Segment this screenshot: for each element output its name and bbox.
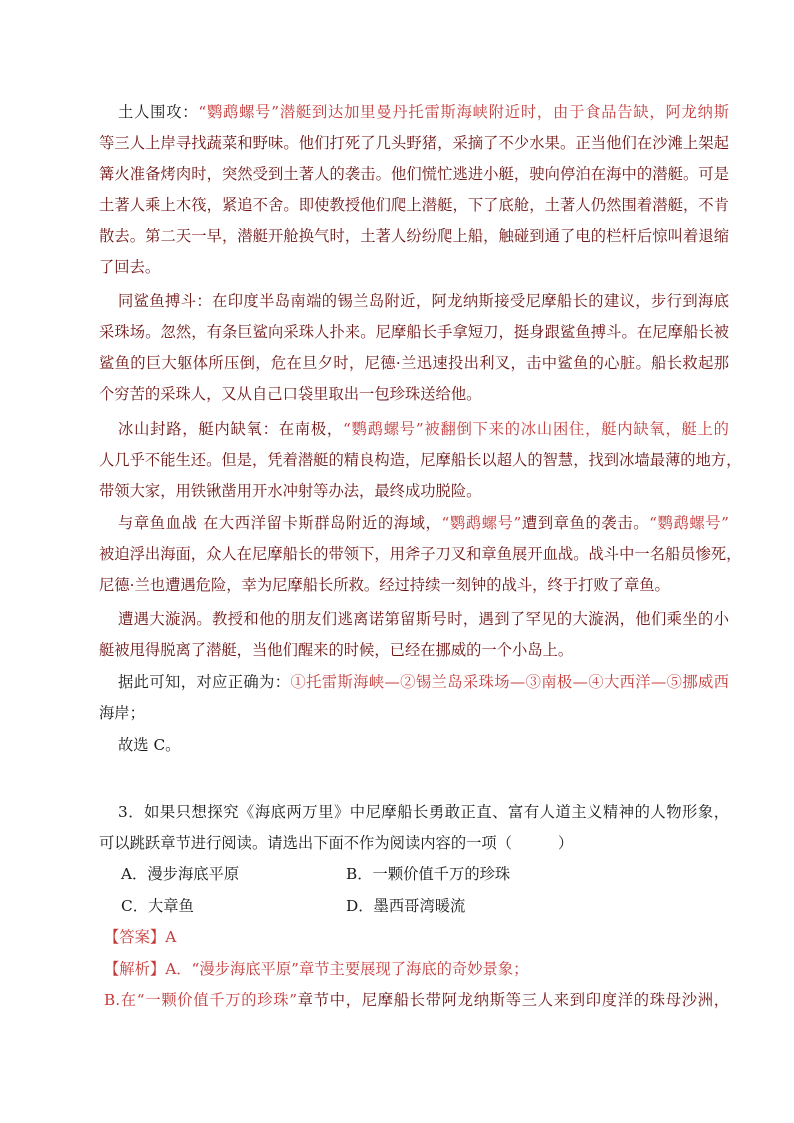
text-segment: “鹦鹉螺号” bbox=[649, 514, 729, 532]
text-segment: 故选 C。 bbox=[118, 736, 181, 754]
text-segment: 可以跳跃章节进行阅读。请选出下面不作为阅读内容的一项（ ） bbox=[99, 834, 574, 852]
text-segment: “鹦鹉螺号” bbox=[441, 514, 522, 532]
text-line bbox=[118, 508, 729, 538]
text-line bbox=[99, 445, 742, 475]
text-segment: 个穷苦的采珠人，又从自己口袋里取出一包珍珠送给他。 bbox=[99, 385, 482, 403]
text-line bbox=[99, 317, 729, 347]
text-line bbox=[99, 221, 729, 251]
text-segment: “鹦鹉螺号”潜艇到达加里曼丹托雷斯海峡附近时，由于食品告缺，阿龙纳斯 bbox=[198, 103, 729, 121]
text-segment: “鹦鹉螺号”被翻倒下来的冰山困住，艇内缺氧，艇上的 bbox=[342, 420, 729, 438]
text-segment: 带领大家，用铁锹凿用开水冲射等办法，最终成功脱险。 bbox=[99, 482, 482, 500]
text-line bbox=[99, 828, 729, 858]
text-line bbox=[118, 97, 729, 127]
text-segment: 遭到章鱼的袭击。 bbox=[521, 514, 650, 532]
text-segment: 土著人乘上木筏，紧追不舍。即使教授他们爬上潜艇，下了底舱，土著人仍然围着潜艇，不肯 bbox=[99, 196, 729, 214]
text-segment: 遭遇大漩涡。教授和他的朋友们逃离诺第留斯号时，遇到了罕见的大漩涡，他们乘坐的小 bbox=[118, 610, 729, 628]
text-segment: 土人围攻： bbox=[118, 103, 199, 121]
text-segment: 海岸； bbox=[99, 704, 145, 722]
text-line bbox=[99, 159, 729, 189]
text-line bbox=[99, 379, 729, 409]
text-segment: 人几乎不能生还。但是，凭着潜艇的精良构造，尼摩船长以超人的智慧，找到冰墙最薄的地方， bbox=[99, 451, 742, 469]
text-segment: 篝火准备烤肉时，突然受到土著人的袭击。他们慌忙逃进小艇，驶向停泊在海中的潜艇。可是 bbox=[99, 165, 729, 183]
text-segment: 尼德·兰也遭遇危险，幸为尼摩船长所救。经过持续一刻钟的战斗，终于打败了章鱼。 bbox=[99, 576, 670, 594]
text-segment: 3．如果只想探究《海底两万里》中尼摩船长勇敢正直、富有人道主义精神的人物形象， bbox=[118, 803, 729, 821]
text-segment: 同鲨鱼搏斗：在印度半岛南端的锡兰岛附近，阿龙纳斯接受尼摩船长的建议，步行到海底 bbox=[118, 292, 729, 310]
text-line bbox=[104, 985, 729, 1015]
text-segment: 【答案】A bbox=[104, 928, 177, 946]
text-line bbox=[99, 128, 729, 158]
text-segment: 与章鱼血战 在大西洋留卡斯群岛附近的海域， bbox=[118, 514, 442, 532]
text-line bbox=[99, 252, 729, 282]
text-segment: 散去。第二天一早，潜艇开舱换气时，土著人纷纷爬上船，触碰到通了电的栏杆后惊叫着退缩 bbox=[99, 227, 729, 245]
text-segment: 【解析】A．“漫步海底平原”章节主要展现了海底的奇妙景象； bbox=[104, 960, 529, 978]
option-a[interactable]: A．漫步海底平原 bbox=[121, 865, 240, 883]
text-segment: 采珠场。忽然，有条巨鲨向采珠人扑来。尼摩船长手拿短刀，挺身跟鲨鱼搏斗。在尼摩船长被 bbox=[99, 323, 729, 341]
text-line bbox=[104, 954, 729, 984]
option-d[interactable]: D．墨西哥湾暖流 bbox=[346, 897, 466, 915]
text-line bbox=[99, 539, 742, 569]
text-line bbox=[99, 476, 729, 506]
text-segment: 艇被甩得脱离了潜艇，当他们醒来的时候，已经在挪威的一个小岛上。 bbox=[99, 641, 574, 659]
text-segment: 据此可知，对应正确为： bbox=[118, 673, 291, 691]
text-line bbox=[118, 604, 729, 634]
text-line bbox=[118, 414, 729, 444]
text-line bbox=[104, 922, 729, 952]
text-segment: B.在“一颗价值千万的珍珠” bbox=[104, 991, 298, 1009]
text-line bbox=[99, 348, 729, 378]
text-segment: 冰山封路，艇内缺氧：在南极， bbox=[118, 420, 343, 438]
text-line bbox=[99, 570, 729, 600]
text-segment: 被迫浮出海面，众人在尼摩船长的带领下，用斧子刀叉和章鱼展开血战。战斗中一名船员惨死， bbox=[99, 545, 742, 563]
text-line bbox=[99, 698, 729, 728]
option-c[interactable]: C．大章鱼 bbox=[121, 897, 194, 915]
text-line bbox=[118, 286, 729, 316]
option-b[interactable]: B．一颗价值千万的珍珠 bbox=[346, 865, 511, 883]
text-line bbox=[118, 797, 729, 827]
text-line bbox=[99, 635, 729, 665]
text-line bbox=[118, 730, 729, 760]
text-segment: 等三人上岸寻找蔬菜和野味。他们打死了几头野猪，采摘了不少水果。正当他们在沙滩上架起 bbox=[99, 134, 729, 152]
text-line bbox=[99, 190, 729, 220]
text-segment: 鲨鱼的巨大躯体所压倒，危在旦夕时，尼德·兰迅速投出利叉，击中鲨鱼的心脏。船长救起那 bbox=[99, 354, 729, 372]
text-segment: ①托雷斯海峡—②锡兰岛采珠场—③南极—④大西洋—⑤挪威西 bbox=[290, 673, 729, 691]
text-line bbox=[118, 667, 729, 697]
text-segment: 章节中，尼摩船长带阿龙纳斯等三人来到印度洋的珠母沙洲， bbox=[297, 991, 729, 1009]
text-segment: 了回去。 bbox=[99, 258, 161, 276]
